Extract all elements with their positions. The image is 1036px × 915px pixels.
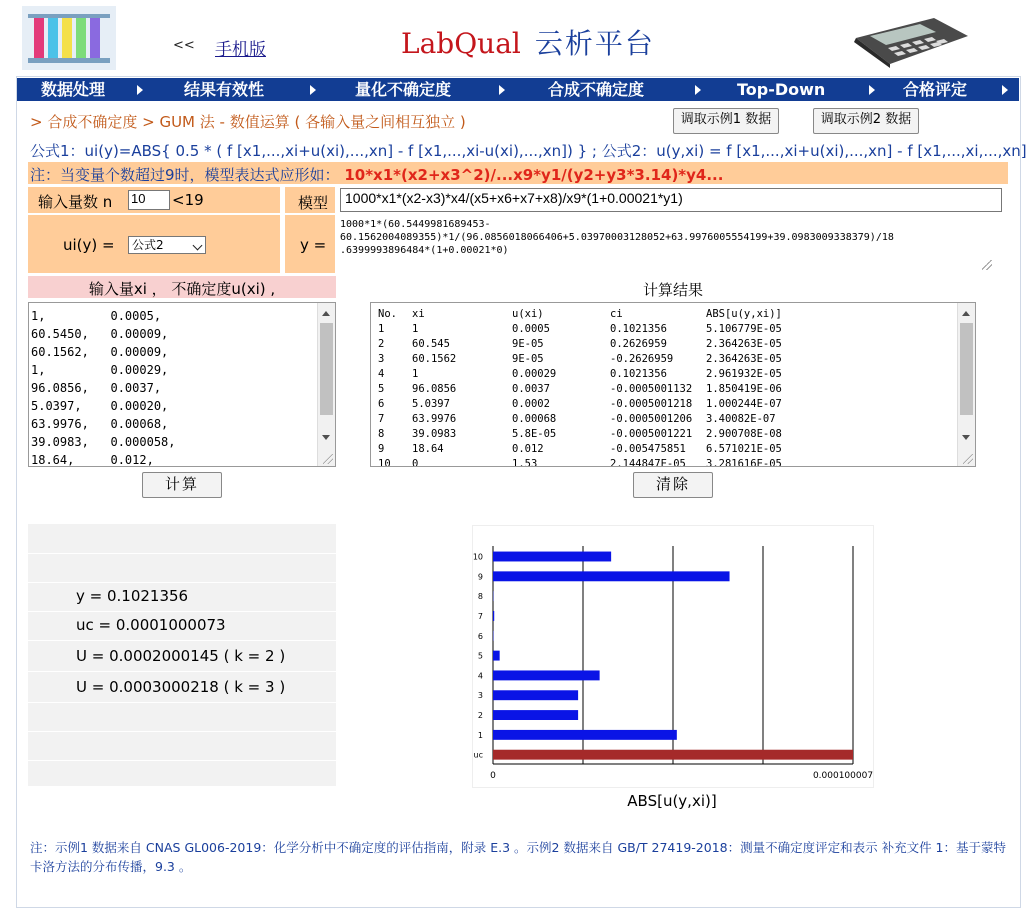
table-cell: 3.40082E-07: [706, 413, 776, 425]
nav-item-quantify-uncertainty[interactable]: 量化不确定度: [355, 80, 452, 99]
category-label: 6: [477, 631, 483, 641]
table-cell: -0.0005001132: [610, 383, 693, 395]
bar-7: [493, 611, 494, 621]
table-cell: 1.53: [512, 458, 538, 467]
table-row: [378, 352, 806, 367]
summary-row: [28, 524, 336, 554]
summary-row: [28, 673, 336, 703]
table-cell: 6.571021E-05: [706, 443, 782, 455]
model-label: 模型: [298, 194, 329, 212]
n-label: 输入量数 n: [38, 193, 113, 211]
back-link[interactable]: <<: [173, 38, 195, 53]
ui-formula-selected: 公式2: [132, 238, 164, 252]
scrollbar[interactable]: [957, 303, 975, 466]
table-row: [378, 427, 806, 442]
category-label: 7: [477, 611, 483, 621]
chart-svg: [473, 526, 873, 787]
table-cell: 5.0397: [412, 398, 450, 410]
site-title-en: LabQual: [401, 27, 521, 60]
table-cell: -0.2626959: [610, 353, 674, 365]
n-limit: <19: [172, 191, 204, 209]
nav-arrow-icon: [499, 85, 505, 95]
table-row: [378, 337, 806, 352]
summary-row: [28, 582, 336, 612]
results-header-cell: ci: [610, 308, 623, 320]
load-example1-button[interactable]: 调取示例1 数据: [673, 108, 779, 134]
results-header-row: [378, 307, 806, 322]
x-tick-label: 0.000100007: [812, 771, 873, 781]
nav-item-result-validity[interactable]: 结果有效性: [184, 80, 265, 99]
y-expression-area[interactable]: 1000*1*(60.5449981689453- 60.1562004089355)*1/(96.0856018066406+5.03970003128052+63.9976005554199+39.0983009338379)/18 .6399993896484*(1+0.00021*0): [340, 219, 894, 256]
results-table: [378, 307, 806, 467]
table-cell: 2.364263E-05: [706, 338, 782, 350]
table-row: [378, 412, 806, 427]
summary-panel: [28, 524, 336, 786]
table-cell: 5: [378, 383, 385, 395]
bar-10: [493, 552, 611, 562]
table-cell: 1.000244E-07: [706, 398, 782, 410]
calculate-button[interactable]: 计算: [142, 472, 222, 498]
bar-4: [493, 670, 600, 680]
table-row: [378, 367, 806, 382]
mobile-version-link[interactable]: 手机版: [215, 40, 266, 60]
note-example: 10*x1*(x2+x3^2)/...x9*y1/(y2+y3*3.14)*y4...: [344, 166, 724, 184]
bar-3: [493, 690, 578, 700]
ui-label: ui(y) =: [63, 236, 115, 254]
nav-arrow-icon: [1002, 85, 1008, 95]
table-cell: 1: [378, 323, 385, 335]
table-cell: 7: [378, 413, 385, 425]
table-cell: 5.106779E-05: [706, 323, 782, 335]
table-cell: 2.900708E-08: [706, 428, 782, 440]
summary-row: [28, 553, 336, 583]
table-cell: 60.545: [412, 338, 450, 350]
scroll-thumb[interactable]: [960, 323, 973, 415]
category-label: 5: [477, 651, 483, 661]
bar-2: [493, 710, 578, 720]
resize-grip-icon[interactable]: [963, 454, 973, 464]
table-cell: 39.0983: [412, 428, 457, 440]
table-cell: 6: [378, 398, 385, 410]
results-title: 计算结果: [642, 281, 703, 299]
results-body: [378, 322, 806, 467]
chevron-down-icon: [193, 241, 203, 251]
summary-row: [28, 702, 336, 732]
result-y: y = 0.1021356: [76, 587, 189, 605]
table-cell: -0.0005001221: [610, 428, 693, 440]
table-cell: -0.005475851: [610, 443, 686, 455]
y-label: y =: [300, 236, 327, 254]
note-text: [30, 164, 723, 185]
table-cell: 2.364263E-05: [706, 353, 782, 365]
nav-arrow-icon: [869, 85, 875, 95]
summary-row: [28, 642, 336, 672]
table-cell: 0: [412, 458, 419, 467]
inputs-textarea[interactable]: [28, 302, 336, 467]
table-cell: 0.0037: [512, 383, 550, 395]
table-cell: -0.0005001218: [610, 398, 693, 410]
table-row: [378, 457, 806, 467]
table-cell: 9E-05: [512, 338, 544, 350]
category-label: 9: [477, 572, 483, 582]
table-cell: 3.281616E-05: [706, 458, 782, 467]
table-cell: 8: [378, 428, 385, 440]
category-label: 1: [477, 730, 483, 740]
table-row: [378, 382, 806, 397]
scroll-down-icon[interactable]: [322, 435, 330, 440]
table-cell: 1: [412, 323, 419, 335]
table-cell: 1.850419E-06: [706, 383, 782, 395]
category-label: 4: [477, 671, 483, 681]
site-title: [401, 22, 655, 62]
lab-logo: [22, 6, 116, 70]
nav-arrow-icon: [695, 85, 701, 95]
category-label: 2: [477, 711, 483, 721]
table-cell: 0.00029: [512, 368, 557, 380]
table-cell: 63.9976: [412, 413, 457, 425]
summary-row: [28, 760, 336, 790]
nav-arrow-icon: [310, 85, 316, 95]
input-line: 1, 0.00029,: [31, 363, 169, 377]
results-header-cell: xi: [412, 308, 425, 320]
results-textarea[interactable]: [370, 302, 976, 467]
scroll-up-icon[interactable]: [322, 311, 330, 316]
formula-line: 公式1：ui(y)=ABS{ 0.5 * ( f [x1,...,xi+u(xi),...,xn] - f [x1,...,xi-u(xi),...,xn]) } ; 公式2：u(y,xi) = f [x1,...,xi+u(xi),...,xn] - f [x1,...,xi,...,xn]: [30, 142, 1027, 160]
footer-note: 注：示例1 数据来自 CNAS GL006-2019：化学分析中不确定度的评估指南，附录 E.3 。示例2 数据来自 GB/T 27419-2018：测量不确定度评定和表示 补充文件 1：基于蒙特卡洛方法的分布传播，9.3 。: [30, 840, 1007, 874]
main-nav: [17, 78, 1019, 101]
input-line: 60.5450, 0.00009,: [31, 327, 169, 341]
load-example2-button[interactable]: 调取示例2 数据: [813, 108, 919, 134]
table-cell: 0.00068: [512, 413, 557, 425]
input-line: 1, 0.0005,: [31, 309, 162, 323]
site-title-cn: 云析平台: [534, 27, 655, 60]
category-label: 8: [477, 592, 483, 602]
result-U-k3: U = 0.0003000218 ( k = 3 ): [76, 678, 286, 696]
nav-arrow-icon: [137, 85, 143, 95]
category-label: 10: [473, 552, 483, 562]
table-cell: 10: [378, 458, 391, 467]
nav-item-conformity[interactable]: 合格评定: [903, 80, 968, 99]
category-label: 3: [477, 691, 483, 701]
table-cell: 0.012: [512, 443, 544, 455]
n-input[interactable]: 10: [128, 190, 170, 210]
table-cell: 9: [378, 443, 385, 455]
input-line: 60.1562, 0.00009,: [31, 345, 169, 359]
table-cell: 18.64: [412, 443, 444, 455]
inputs-lines: [31, 307, 176, 467]
table-cell: 2: [378, 338, 385, 350]
table-cell: 5.8E-05: [512, 428, 557, 440]
table-cell: 2.961932E-05: [706, 368, 782, 380]
table-cell: 1: [412, 368, 419, 380]
calculator-icon: [850, 14, 970, 68]
inputs-title: 输入量xi ， 不确定度u(xi) ,: [88, 280, 276, 298]
nav-item-data-processing[interactable]: 数据处理: [41, 80, 106, 99]
result-U-k2: U = 0.0002000145 ( k = 2 ): [76, 647, 286, 665]
ui-formula-select[interactable]: [128, 236, 206, 254]
table-cell: 0.1021356: [610, 368, 667, 380]
resize-grip-icon[interactable]: [982, 260, 992, 270]
scrollbar[interactable]: [317, 303, 335, 466]
results-header-cell: No.: [378, 308, 397, 320]
table-cell: 9E-05: [512, 353, 544, 365]
chart-xlabel: ABS[u(y,xi)]: [627, 792, 717, 810]
input-line: 63.9976, 0.00068,: [31, 417, 169, 431]
table-cell: -0.0005001206: [610, 413, 693, 425]
breadcrumb: > 合成不确定度 > GUM 法 - 数值运算 ( 各输入量之间相互独立 ): [30, 113, 466, 131]
table-cell: 0.0002: [512, 398, 550, 410]
resize-grip-icon[interactable]: [323, 454, 333, 464]
input-line: 5.0397, 0.00020,: [31, 399, 169, 413]
model-input[interactable]: 1000*x1*(x2-x3)*x4/(x5+x6+x7+x8)/x9*(1+0.00021*y1): [340, 188, 1002, 212]
table-cell: 2.144847E-05: [610, 458, 686, 467]
note-prefix: 注：当变量个数超过9时，模型表达式应形如：: [30, 166, 340, 184]
uncertainty-chart: [472, 525, 874, 788]
results-header-cell: ABS[u(y,xi)]: [706, 308, 782, 320]
bar-5: [493, 651, 500, 661]
table-cell: 0.0005: [512, 323, 550, 335]
table-cell: 96.0856: [412, 383, 457, 395]
result-uc: uc = 0.0001000073: [76, 616, 226, 634]
table-row: [378, 397, 806, 412]
input-line: 18.64, 0.012,: [31, 453, 154, 467]
results-header-cell: u(xi): [512, 308, 544, 320]
table-cell: 3: [378, 353, 385, 365]
summary-row: [28, 611, 336, 641]
nav-item-combined-uncertainty[interactable]: 合成不确定度: [548, 80, 645, 99]
table-cell: 60.1562: [412, 353, 457, 365]
table-row: [378, 442, 806, 457]
x-tick-label: 0: [490, 771, 496, 781]
category-label: uc: [473, 750, 483, 760]
table-cell: 0.2626959: [610, 338, 667, 350]
table-row: [378, 322, 806, 337]
bar-uc: [493, 750, 853, 760]
bar-9: [493, 571, 730, 581]
input-line: 39.0983, 0.000058,: [31, 435, 176, 449]
nav-item-top-down[interactable]: Top-Down: [737, 80, 826, 99]
bar-1: [493, 730, 677, 740]
input-line: 96.0856, 0.0037,: [31, 381, 162, 395]
scroll-up-icon[interactable]: [962, 311, 970, 316]
clear-button[interactable]: 清除: [633, 472, 713, 498]
scroll-thumb[interactable]: [320, 323, 333, 415]
table-cell: 0.1021356: [610, 323, 667, 335]
table-cell: 4: [378, 368, 385, 380]
summary-row: [28, 731, 336, 761]
scroll-down-icon[interactable]: [962, 435, 970, 440]
